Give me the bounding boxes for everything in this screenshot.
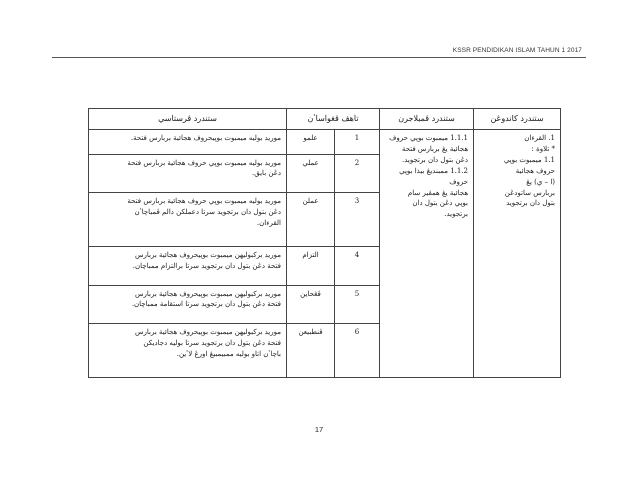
description-line: موريد بوليه ميمبوت بوڽيحروف هجائية بربارس فتحة.: [130, 134, 281, 143]
description-line: فتحة دڠن بتول دان برتجويد سرتا استقامة ممباچان.: [131, 300, 281, 309]
header-performance-standard: ستندرد ڤرستاسي: [89, 109, 287, 130]
level-number: 5: [335, 285, 380, 324]
standard-learning-line: هجائية يڠ بربارس فتحة: [401, 145, 469, 154]
performance-description: [89, 130, 287, 154]
performance-description: [89, 246, 287, 285]
document-header: KSSR PENDIDIKAN ISLAM TAHUN 1 2017: [452, 47, 582, 54]
table-row: [89, 130, 561, 154]
level-number: 4: [335, 246, 380, 285]
standard-learning-line: 1.1.1 ميمبوت بوڽي حروف: [389, 134, 469, 143]
standards-table: [88, 108, 561, 378]
standard-content-line: بربارس ساتودڠن: [504, 188, 556, 197]
page-number: 17: [314, 425, 324, 434]
description-line: موريد برکبوليهن ميمبوت بوڽيحروف هجائية بربارس: [134, 328, 281, 337]
standard-learning-line: برتجويد.: [444, 210, 469, 219]
standard-content-line: (ا – ي) يڠ: [526, 177, 556, 186]
header-standard-learning: ستندرد ڤمبلاجرن: [380, 109, 474, 130]
level-number: 1: [335, 130, 380, 154]
description-line: فتحة دڠن بتول دان برتجويد سرتا برالتزام ممباچان.: [132, 261, 281, 270]
level-name: ڤڠحاين: [287, 285, 335, 324]
standard-learning-line: دڠن بتول دان برتجويد.: [402, 156, 469, 165]
standard-learning-cell: [380, 130, 474, 378]
performance-description: [89, 154, 287, 193]
level-number: 2: [335, 154, 380, 193]
standard-content-line: بتول دان برتجويد: [506, 199, 556, 208]
standard-learning-line: هجائية يڠ همڤير سام: [407, 188, 469, 197]
header-divider: [52, 57, 586, 58]
performance-description: [89, 324, 287, 378]
performance-description: [89, 285, 287, 324]
description-line: فتحة دڠن بتول دان برتجويد سرتا بوليه دجاديکن: [143, 339, 281, 348]
description-line: موريد برکبوليهن ميمبوت بوڽيحروف هجائية بربارس: [134, 250, 281, 259]
standard-learning-line: 1.1.2 ممبنديڠ بيذا بوڽي حروف: [399, 166, 469, 186]
standard-learning-line: بوڽي دڠن بتول دان: [412, 199, 469, 208]
standard-content-line: حروف هجائية: [515, 166, 556, 175]
description-line: دڠن بايق.: [252, 169, 281, 178]
level-name: عملن: [287, 193, 335, 246]
table-header-row: [89, 109, 561, 130]
description-line: موريد بوليه ميمبوت بوڽي حروف هجائية بربارس فتحة: [127, 158, 281, 167]
description-line: باچاٴن اتاو بوليه ممبيمبيڠ اورڠ لاٴين.: [176, 350, 281, 359]
description-line: موريد برکبوليهن ميمبوت بوڽيحروف هجائية بربارس: [134, 289, 281, 298]
level-name: علمو: [287, 130, 335, 154]
level-name: عملي: [287, 154, 335, 193]
standard-content-line: * تلاوة :: [531, 145, 556, 154]
level-name: ڤنطبيعن: [287, 324, 335, 378]
description-line: موريد بوليه ميمبوت بوڽي حروف هجائية بربارس فتحة: [127, 197, 281, 206]
description-line: القرءان.: [256, 219, 281, 228]
standard-content-cell: [474, 130, 561, 378]
description-line: دڠن بتول دان برتجويد سرتا دعملکن دالم ڤمباچاٴن: [134, 208, 281, 217]
standard-content-line: 1. القرءان: [524, 134, 556, 143]
level-number: 6: [335, 324, 380, 378]
performance-description: [89, 193, 287, 246]
level-name: التزام: [287, 246, 335, 285]
header-standard-content: ستندرد کاندوڠن: [474, 109, 561, 130]
level-number: 3: [335, 193, 380, 246]
standard-content-line: 1.1 ميمبوت بوڽي: [503, 156, 556, 165]
header-level: تاهڤ ڤڠواساٴن: [287, 109, 380, 130]
